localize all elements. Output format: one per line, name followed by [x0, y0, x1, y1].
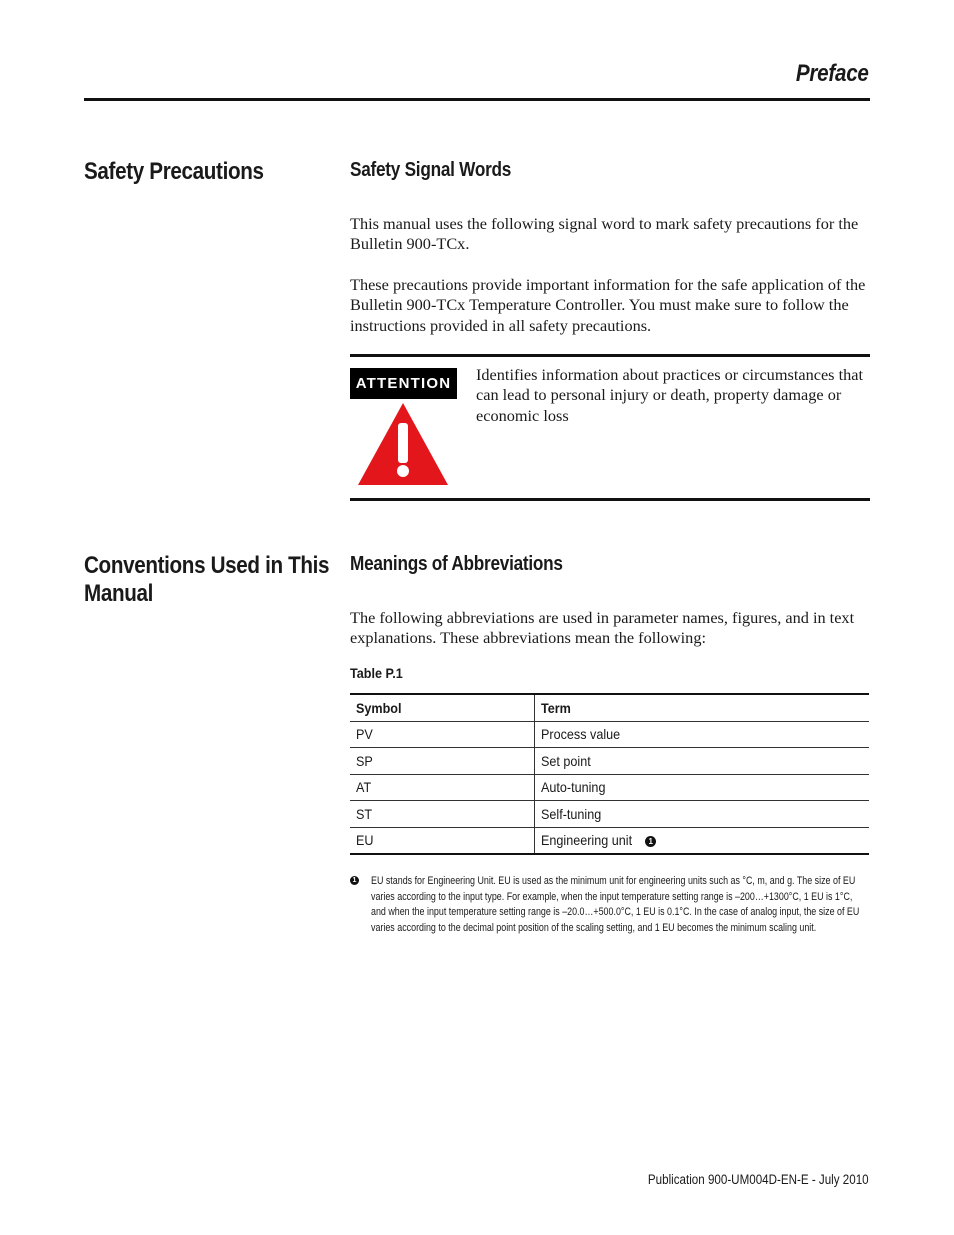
warning-triangle-icon — [358, 403, 448, 485]
attention-top-rule — [350, 354, 870, 357]
cell-term: Process value — [535, 721, 870, 748]
attention-bottom-rule — [350, 498, 870, 501]
footnote-text: EU stands for Engineering Unit. EU is used as the minimum unit for engineering units such as °C, m, and g. The size of EU varies according to the input type. For example, when the input temperature setting range is –200…+1300°C, 1 EU is 1°C, and when the input temperature setting range is –20.0…+500.0°C, 1 EU is 0.1°C. In the case of analog input, the size of EU varies according to the decimal point position of the scaling setting, and 1 EU becomes the minimum scaling unit. — [371, 875, 860, 934]
table-caption: Table P.1 — [350, 665, 403, 681]
paragraph-signal-word-intro: This manual uses the following signal word to mark safety precautions for the Bulletin 900-TCx. — [350, 214, 859, 254]
header-rule — [84, 98, 870, 101]
cell-term: Auto-tuning — [535, 774, 870, 801]
column-header-term: Term — [535, 694, 870, 721]
attention-label: ATTENTION — [350, 368, 457, 399]
table-row — [350, 748, 869, 775]
table-row — [350, 774, 869, 801]
cell-term: Self-tuning — [535, 801, 870, 828]
cell-symbol: EU — [350, 827, 535, 854]
cell-symbol: SP — [350, 748, 535, 775]
abbreviations-table — [350, 693, 869, 855]
cell-symbol: PV — [350, 721, 535, 748]
paragraph-precautions: These precautions provide important information for the safe application of the Bulletin 900-TCx Temperature Controller. You must make sure to follow the instructions provided in all safety precautions. — [350, 275, 866, 335]
footnote-reference-marker: 1 — [645, 836, 656, 847]
cell-symbol: AT — [350, 774, 535, 801]
subheading-safety-signal-words: Safety Signal Words — [350, 159, 512, 181]
footnote-marker: 1 — [350, 876, 359, 885]
column-header-symbol: Symbol — [350, 694, 535, 721]
table-row — [350, 721, 869, 748]
table-header-row — [350, 694, 869, 721]
cell-term: Engineering unit 1 — [535, 827, 870, 854]
section-heading-conventions: Conventions Used in This Manual — [84, 552, 330, 607]
paragraph-abbreviations-intro: The following abbreviations are used in parameter names, figures, and in text explanations. These abbreviations mean the following: — [350, 608, 855, 648]
attention-text: Identifies information about practices or circumstances that can lead to personal injury or death, property damage or economic loss — [476, 365, 863, 425]
cell-term: Set point — [535, 748, 870, 775]
cell-symbol: ST — [350, 801, 535, 828]
table-row — [350, 827, 869, 854]
section-heading-safety: Safety Precautions — [84, 158, 264, 185]
page-header-title: Preface — [796, 60, 869, 87]
subheading-meanings-of-abbreviations: Meanings of Abbreviations — [350, 553, 563, 575]
publication-footer: Publication 900-UM004D-EN-E - July 2010 — [648, 1172, 869, 1187]
table-row — [350, 801, 869, 828]
